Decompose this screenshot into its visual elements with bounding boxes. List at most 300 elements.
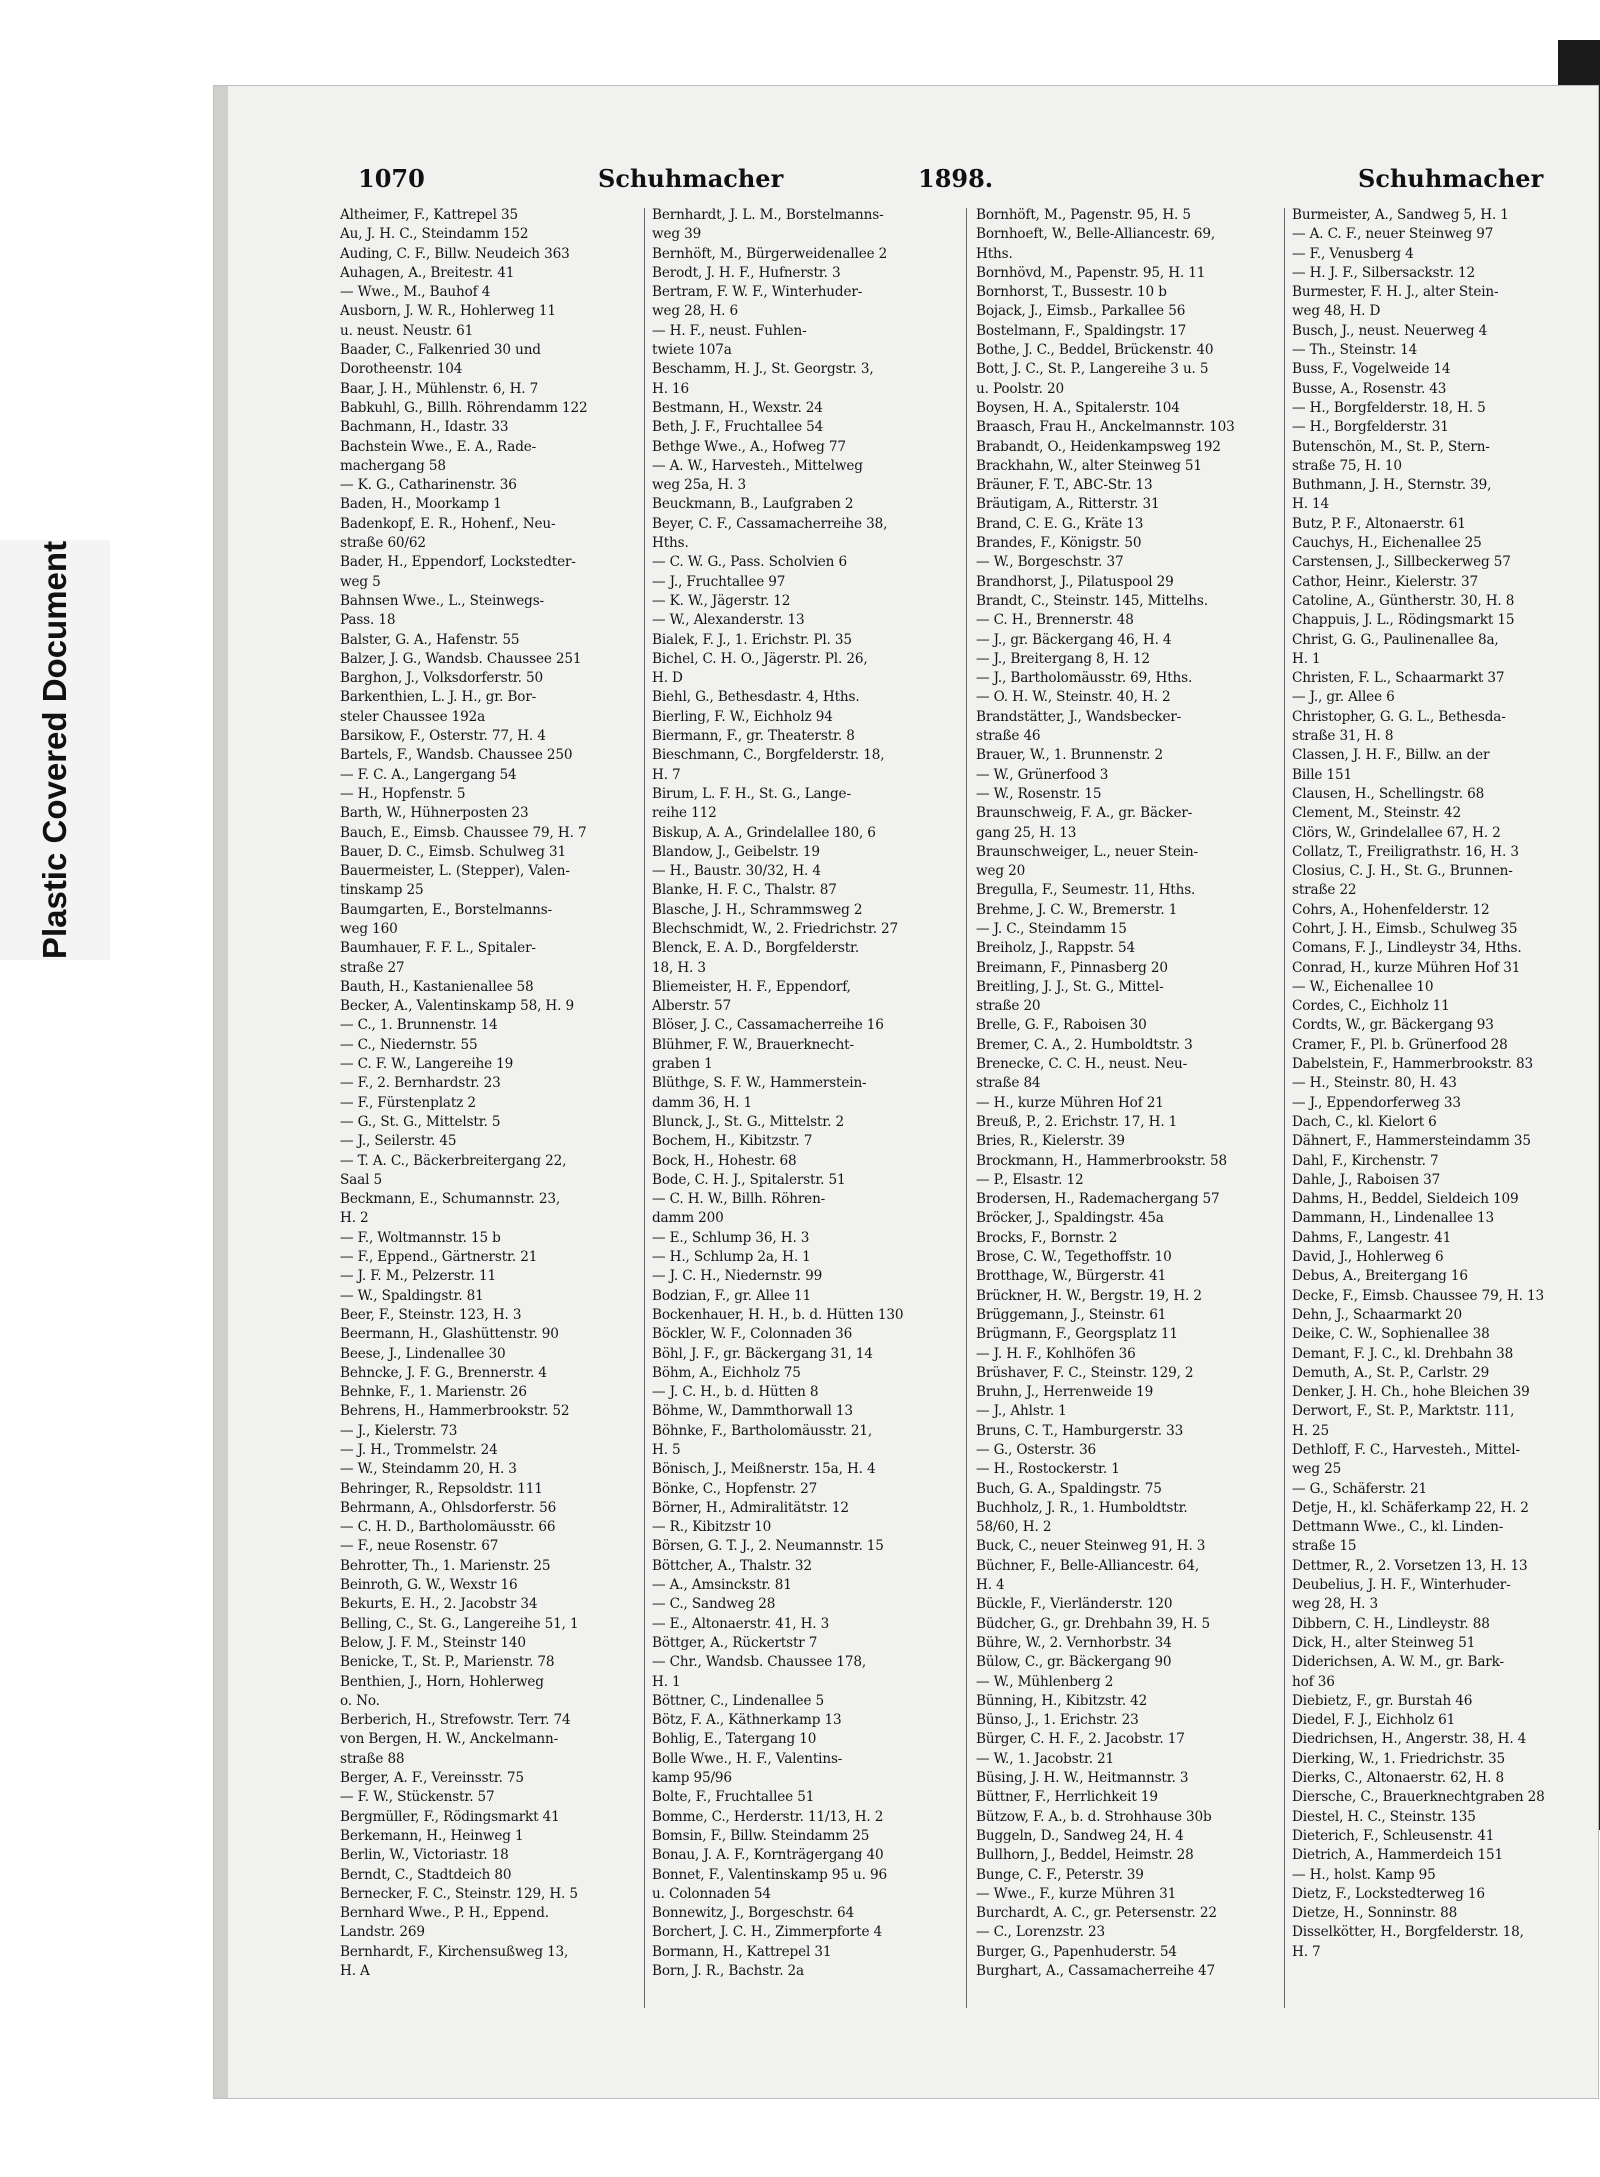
directory-entry: straße 46 <box>976 728 1041 745</box>
directory-entry: Bock, H., Hohestr. 68 <box>652 1152 797 1169</box>
directory-entry: Bostelmann, F., Spaldingstr. 17 <box>976 322 1187 339</box>
directory-entry: — W., 1. Jacobstr. 21 <box>976 1750 1115 1767</box>
directory-entry: weg 25a, H. 3 <box>652 477 746 494</box>
directory-entry: H. D <box>652 670 683 687</box>
directory-entry: Brandes, F., Königstr. 50 <box>976 535 1142 552</box>
directory-entry: Bonnewitz, J., Borgeschstr. 64 <box>652 1905 854 1922</box>
directory-entry: Bühre, W., 2. Vernhorbstr. 34 <box>976 1634 1172 1651</box>
directory-entry: Berodt, J. H. F., Hufnerstr. 3 <box>652 264 841 281</box>
directory-entry: — C., 1. Brunnenstr. 14 <box>340 1017 498 1034</box>
directory-entry: Börsen, G. T. J., 2. Neumannstr. 15 <box>652 1538 884 1555</box>
directory-entry: Brauer, W., 1. Brunnenstr. 2 <box>976 747 1163 764</box>
directory-entry: Buthmann, J. H., Sternstr. 39, <box>1292 477 1492 494</box>
directory-entry: Auding, C. F., Billw. Neudeich 363 <box>340 245 570 262</box>
directory-entry: Breiholz, J., Rappstr. 54 <box>976 940 1136 957</box>
directory-entry: Blüthge, S. F. W., Hammerstein- <box>652 1075 867 1092</box>
directory-entry: Bremer, C. A., 2. Humboldtstr. 3 <box>976 1036 1193 1053</box>
directory-entry: Bialek, F. J., 1. Erichstr. Pl. 35 <box>652 631 852 648</box>
directory-entry: Hths. <box>652 535 689 552</box>
directory-entry: Brügmann, F., Georgsplatz 11 <box>976 1326 1178 1343</box>
directory-entry: Brand, C. E. G., Kräte 13 <box>976 515 1144 532</box>
directory-entry: straße 15 <box>1292 1538 1357 1555</box>
directory-entry: Brenecke, C. C. H., neust. Neu- <box>976 1056 1188 1073</box>
directory-entry: — J., Ahlstr. 1 <box>976 1403 1067 1420</box>
directory-entry: — K. W., Jägerstr. 12 <box>652 592 791 609</box>
directory-entry: Brackhahn, W., alter Steinweg 51 <box>976 457 1202 474</box>
directory-entry: Bierling, F. W., Eichholz 94 <box>652 708 833 725</box>
directory-entry: Bernhardt, F., Kirchensußweg 13, <box>340 1943 569 1960</box>
directory-entry: Dabelstein, F., Hammerbrookstr. 83 <box>1292 1056 1533 1073</box>
directory-entry: Biehl, G., Bethesdastr. 4, Hths. <box>652 689 860 706</box>
directory-entry: Baar, J. H., Mühlenstr. 6, H. 7 <box>340 380 539 397</box>
directory-entry: Bunge, C. F., Peterstr. 39 <box>976 1866 1144 1883</box>
directory-entry: weg 160 <box>340 920 398 937</box>
directory-entry: — G., Osterstr. 36 <box>976 1442 1097 1458</box>
directory-entry: Ausborn, J. W. R., Hohlerweg 11 <box>340 303 556 320</box>
directory-entry: Bomsin, F., Billw. Steindamm 25 <box>652 1827 870 1844</box>
directory-entry: Bernhöft, M., Bürgerweidenallee 2 <box>652 245 888 262</box>
directory-entry: — C. W. G., Pass. Scholvien 6 <box>652 554 847 571</box>
directory-entry: Böhnke, F., Bartholomäusstr. 21, <box>652 1422 873 1439</box>
directory-entry: 58/60, H. 2 <box>976 1519 1052 1536</box>
directory-entry: Berger, A. F., Vereinsstr. 75 <box>340 1770 524 1787</box>
directory-entry: Böttcher, A., Thalstr. 32 <box>652 1557 812 1574</box>
side-label-text: Plastic Covered Document <box>36 540 73 960</box>
directory-entry: Bahnsen Wwe., L., Steinwegs- <box>340 592 544 609</box>
directory-entry: H. 1 <box>652 1673 681 1690</box>
directory-entry: Blunck, J., St. G., Mittelstr. 2 <box>652 1113 844 1130</box>
directory-entry: — H., holst. Kamp 95 <box>1292 1866 1436 1883</box>
directory-entry: Berlin, W., Victoriastr. 18 <box>340 1847 509 1864</box>
directory-entry: Dorotheenstr. 104 <box>340 361 463 378</box>
directory-entry: — H., kurze Mühren Hof 21 <box>976 1094 1164 1111</box>
directory-entry: u. Colonnaden 54 <box>652 1885 771 1902</box>
directory-entry: Blandow, J., Geibelstr. 19 <box>652 843 820 860</box>
directory-entry: — A. W., Harvesteh., Mittelweg <box>652 457 863 474</box>
directory-entry: — H. J. F., Silbersackstr. 12 <box>1292 264 1475 281</box>
directory-entry: Barghon, J., Volksdorferstr. 50 <box>340 670 543 687</box>
directory-entry: Berndt, C., Stadtdeich 80 <box>340 1866 512 1883</box>
directory-entry: Bützow, F. A., b. d. Strohhause 30b <box>976 1808 1212 1825</box>
directory-entry: Decke, F., Eimsb. Chaussee 79, H. 13 <box>1292 1287 1544 1304</box>
column-divider <box>966 208 967 2008</box>
directory-entry: Biermann, F., gr. Theaterstr. 8 <box>652 728 855 745</box>
directory-entry: Barth, W., Hühnerposten 23 <box>340 805 529 822</box>
directory-entry: Brandt, C., Steinstr. 145, Mittelhs. <box>976 592 1208 609</box>
directory-entry: — C. H. D., Bartholomäusstr. 66 <box>340 1519 556 1536</box>
directory-entry: Bolte, F., Fruchtallee 51 <box>652 1789 815 1806</box>
directory-entry: Beyer, C. F., Cassamacherreihe 38, <box>652 515 888 532</box>
directory-entry: Buch, G. A., Spaldingstr. 75 <box>976 1480 1162 1497</box>
column-divider <box>1284 208 1285 2008</box>
directory-entry: Carstensen, J., Sillbeckerweg 57 <box>1292 554 1511 571</box>
directory-entry: Bader, H., Eppendorf, Lockstedter- <box>340 554 576 571</box>
directory-entry: Breuß, P., 2. Erichstr. 17, H. 1 <box>976 1113 1178 1130</box>
directory-entry: weg 48, H. D <box>1292 303 1381 320</box>
directory-entry: Bornhoeft, W., Belle-Alliancestr. 69, <box>976 226 1216 243</box>
directory-entry: — C., Lorenzstr. 23 <box>976 1924 1105 1941</box>
directory-entry: Behnke, F., 1. Marienstr. 26 <box>340 1384 527 1401</box>
directory-entry: Clörs, W., Grindelallee 67, H. 2 <box>1292 824 1501 841</box>
directory-entry: Beese, J., Lindenallee 30 <box>340 1345 506 1362</box>
directory-entry: Bochem, H., Kibitzstr. 7 <box>652 1133 813 1150</box>
directory-entry: Bolle Wwe., H. F., Valentins- <box>652 1750 843 1767</box>
directory-entry: Bonau, J. A. F., Kornträgergang 40 <box>652 1847 884 1864</box>
directory-entry: Disselkötter, H., Borgfelderstr. 18, <box>1292 1924 1524 1941</box>
directory-entry: Bornhorst, T., Bussestr. 10 b <box>976 284 1167 301</box>
directory-entry: straße 20 <box>976 998 1041 1015</box>
directory-entry: — W., Alexanderstr. 13 <box>652 612 805 629</box>
directory-entry: Cordes, C., Eichholz 11 <box>1292 998 1450 1015</box>
directory-entry: Diersche, C., Brauerknechtgraben 28 <box>1292 1789 1545 1806</box>
directory-entry: Bauch, E., Eimsb. Chaussee 79, H. 7 <box>340 824 587 841</box>
directory-entry: Bott, J. C., St. P., Langereihe 3 u. 5 <box>976 361 1209 378</box>
directory-entry: Brehme, J. C. W., Bremerstr. 1 <box>976 901 1178 918</box>
directory-entry: Hths. <box>976 245 1013 262</box>
directory-entry: Dierks, C., Altonaerstr. 62, H. 8 <box>1292 1770 1504 1787</box>
directory-entry: — E., Schlump 36, H. 3 <box>652 1229 810 1246</box>
directory-entry: Bernecker, F. C., Steinstr. 129, H. 5 <box>340 1885 578 1902</box>
directory-entry: Behringer, R., Repsoldstr. 111 <box>340 1480 543 1497</box>
directory-entry: — C. H. W., Billh. Röhren- <box>652 1191 826 1208</box>
directory-entry: Clement, M., Steinstr. 42 <box>1292 805 1462 822</box>
directory-entry: hof 36 <box>1292 1673 1335 1690</box>
directory-entry: Burger, G., Papenhuderstr. 54 <box>976 1943 1177 1960</box>
directory-entry: Bauer, D. C., Eimsb. Schulweg 31 <box>340 843 566 860</box>
directory-entry: Benthien, J., Horn, Hohlerweg <box>340 1673 544 1690</box>
directory-entry: Bille 151 <box>1292 766 1352 783</box>
directory-entry: Büttner, F., Herrlichkeit 19 <box>976 1789 1158 1806</box>
directory-entry: — H. F., neust. Fuhlen- <box>652 322 807 339</box>
directory-column-4 <box>1292 206 1596 1962</box>
directory-entry: H. 16 <box>652 380 690 397</box>
directory-entry: H. 4 <box>976 1577 1005 1594</box>
side-label-panel <box>0 540 110 960</box>
directory-entry: — J., Breitergang 8, H. 12 <box>976 650 1150 667</box>
directory-entry: Baden, H., Moorkamp 1 <box>340 496 502 513</box>
directory-entry: Burghart, A., Cassamacherreihe 47 <box>976 1963 1216 1980</box>
directory-entry: Bonnet, F., Valentinskamp 95 u. 96 <box>652 1866 887 1883</box>
directory-entry: damm 36, H. 1 <box>652 1094 753 1111</box>
directory-entry: Cathor, Heinr., Kielerstr. 37 <box>1292 573 1478 590</box>
directory-entry: — J., Eppendorferweg 33 <box>1292 1094 1461 1111</box>
directory-entry: — C. F. W., Langereihe 19 <box>340 1056 514 1073</box>
directory-entry: Buck, C., neuer Steinweg 91, H. 3 <box>976 1538 1206 1555</box>
directory-entry: Chappuis, J. L., Rödingsmarkt 15 <box>1292 612 1515 629</box>
directory-entry: Diedrichsen, H., Angerstr. 38, H. 4 <box>1292 1731 1527 1748</box>
directory-entry: Bernhard Wwe., P. H., Eppend. <box>340 1905 549 1922</box>
directory-entry: Detje, H., kl. Schäferkamp 22, H. 2 <box>1292 1499 1529 1516</box>
header-left-title: Schuhmacher <box>598 164 784 193</box>
directory-entry: Brabandt, O., Heidenkampsweg 192 <box>976 438 1221 455</box>
directory-entry: Bauth, H., Kastanienallee 58 <box>340 978 534 995</box>
directory-entry: Catoline, A., Güntherstr. 30, H. 8 <box>1292 592 1515 609</box>
directory-entry: Conrad, H., kurze Mühren Hof 31 <box>1292 959 1521 976</box>
directory-entry: Birum, L. F. H., St. G., Lange- <box>652 785 851 802</box>
directory-entry: Christopher, G. G. L., Bethesda- <box>1292 708 1506 725</box>
directory-entry: Bachmann, H., Idastr. 33 <box>340 419 509 436</box>
directory-entry: Buggeln, D., Sandweg 24, H. 4 <box>976 1827 1184 1844</box>
directory-entry: Berkemann, H., Heinweg 1 <box>340 1827 524 1844</box>
directory-entry: Brüggemann, J., Steinstr. 61 <box>976 1306 1167 1323</box>
directory-entry: Butenschön, M., St. P., Stern- <box>1292 438 1490 455</box>
directory-entry: — H., Borgfelderstr. 31 <box>1292 419 1449 436</box>
directory-entry: Bothe, J. C., Beddel, Brückenstr. 40 <box>976 342 1214 359</box>
directory-entry: Beuckmann, B., Laufgraben 2 <box>652 496 854 513</box>
directory-entry: weg 39 <box>652 226 702 243</box>
directory-entry: — H., Borgfelderstr. 18, H. 5 <box>1292 399 1486 416</box>
directory-entry: Bröcker, J., Spaldingstr. 45a <box>976 1210 1164 1227</box>
directory-entry: Blöser, J. C., Cassamacherreihe 16 <box>652 1017 884 1034</box>
directory-entry: Brelle, G. F., Raboisen 30 <box>976 1017 1147 1034</box>
directory-entry: — E., Altonaerstr. 41, H. 3 <box>652 1615 830 1632</box>
directory-entry: Blechschmidt, W., 2. Friedrichstr. 27 <box>652 920 899 937</box>
directory-entry: Badenkopf, E. R., Hohenf., Neu- <box>340 515 556 532</box>
directory-entry: H. 25 <box>1292 1422 1330 1439</box>
directory-entry: reihe 112 <box>652 805 717 822</box>
directory-entry: Dietrich, A., Hammerdeich 151 <box>1292 1847 1504 1864</box>
directory-entry: Blühmer, F. W., Brauerknecht- <box>652 1036 854 1053</box>
directory-entry: — W., Mühlenberg 2 <box>976 1673 1114 1690</box>
directory-entry: Classen, J. H. F., Billw. an der <box>1292 747 1490 764</box>
directory-entry: Comans, F. J., Lindleystr 34, Hths. <box>1292 940 1522 957</box>
directory-entry: Dietze, H., Sonninstr. 88 <box>1292 1905 1458 1922</box>
directory-entry: Dieterich, F., Schleusenstr. 41 <box>1292 1827 1495 1844</box>
directory-entry: Dehn, J., Schaarmarkt 20 <box>1292 1306 1463 1323</box>
directory-entry: Becker, A., Valentinskamp 58, H. 9 <box>340 998 574 1015</box>
directory-entry: weg 28, H. 3 <box>1292 1596 1378 1613</box>
directory-entry: Berberich, H., Strefowstr. Terr. 74 <box>340 1712 571 1729</box>
directory-entry: — W., Steindamm 20, H. 3 <box>340 1461 517 1478</box>
directory-entry: u. neust. Neustr. 61 <box>340 322 474 339</box>
directory-entry: — J. F. M., Pelzerstr. 11 <box>340 1268 497 1285</box>
directory-entry: Dahms, H., Beddel, Sieldeich 109 <box>1292 1191 1519 1208</box>
directory-entry: Bünning, H., Kibitzstr. 42 <box>976 1692 1148 1709</box>
directory-entry: Baumgarten, E., Borstelmanns- <box>340 901 553 918</box>
directory-entry: Bräuner, F. T., ABC-Str. 13 <box>976 477 1153 494</box>
directory-entry: Babkuhl, G., Billh. Röhrendamm 122 <box>340 399 588 416</box>
directory-entry: Burchardt, A. C., gr. Petersenstr. 22 <box>976 1905 1217 1922</box>
directory-entry: Behrmann, A., Ohlsdorferstr. 56 <box>340 1499 557 1516</box>
directory-entry: Braasch, Frau H., Anckelmannstr. 103 <box>976 419 1235 436</box>
directory-entry: — K. G., Catharinenstr. 36 <box>340 477 517 494</box>
directory-entry: — C., Sandweg 28 <box>652 1596 776 1613</box>
directory-entry: Bückle, F., Vierländerstr. 120 <box>976 1596 1173 1613</box>
directory-entry: — A. C. F., neuer Steinweg 97 <box>1292 226 1494 243</box>
directory-entry: Borchert, J. C. H., Zimmerpforte 4 <box>652 1924 883 1941</box>
directory-entry: Bode, C. H. J., Spitalerstr. 51 <box>652 1171 846 1188</box>
directory-entry: H. 2 <box>340 1210 369 1227</box>
directory-entry: — F., Eppend., Gärtnerstr. 21 <box>340 1249 538 1266</box>
directory-entry: Bojack, J., Eimsb., Parkallee 56 <box>976 303 1186 320</box>
directory-entry: Benicke, T., St. P., Marienstr. 78 <box>340 1654 555 1671</box>
directory-entry: straße 31, H. 8 <box>1292 728 1394 745</box>
directory-entry: Buss, F., Vogelweide 14 <box>1292 361 1451 378</box>
directory-entry: — J. H., Trommelstr. 24 <box>340 1442 498 1458</box>
directory-entry: Beermann, H., Glashüttenstr. 90 <box>340 1326 559 1343</box>
directory-entry: — W., Grünerfood 3 <box>976 766 1109 783</box>
directory-entry: Behncke, J. F. G., Brennerstr. 4 <box>340 1364 547 1381</box>
directory-entry: — C., Niedernstr. 55 <box>340 1036 478 1053</box>
directory-entry: weg 25 <box>1292 1461 1342 1478</box>
directory-entry: — Th., Steinstr. 14 <box>1292 342 1418 359</box>
directory-entry: Behrotter, Th., 1. Marienstr. 25 <box>340 1557 551 1574</box>
directory-entry: Deike, C. W., Sophienallee 38 <box>1292 1326 1490 1343</box>
directory-entry: straße 60/62 <box>340 535 426 552</box>
directory-entry: Bomme, C., Herderstr. 11/13, H. 2 <box>652 1808 884 1825</box>
directory-entry: Diderichsen, A. W. M., gr. Bark- <box>1292 1654 1504 1671</box>
directory-entry: Breitling, J. J., St. G., Mittel- <box>976 978 1164 995</box>
directory-entry: Bauermeister, L. (Stepper), Valen- <box>340 863 570 880</box>
directory-entry: Bürger, C. H. F., 2. Jacobstr. 17 <box>976 1731 1185 1748</box>
directory-column-3 <box>976 206 1280 1981</box>
directory-entry: Beschamm, H. J., St. Georgstr. 3, <box>652 361 874 378</box>
directory-entry: Dick, H., alter Steinweg 51 <box>1292 1634 1476 1651</box>
directory-entry: Cohrs, A., Hohenfelderstr. 12 <box>1292 901 1490 918</box>
directory-entry: Dettmann Wwe., C., kl. Linden- <box>1292 1519 1504 1536</box>
directory-entry: — H., Rostockerstr. 1 <box>976 1461 1120 1478</box>
directory-entry: Dahle, J., Raboisen 37 <box>1292 1171 1441 1188</box>
header-year: 1898. <box>918 164 994 193</box>
directory-entry: o. No. <box>340 1692 380 1709</box>
directory-entry: Brose, C. W., Tegethoffstr. 10 <box>976 1249 1172 1266</box>
directory-entry: Alberstr. 57 <box>652 998 731 1015</box>
directory-entry: Butz, P. F., Altonaerstr. 61 <box>1292 515 1466 532</box>
directory-entry: Büdcher, G., gr. Drehbahn 39, H. 5 <box>976 1615 1211 1632</box>
directory-entry: Demant, F. J. C., kl. Drehbahn 38 <box>1292 1345 1514 1362</box>
directory-entry: — H., Steinstr. 80, H. 43 <box>1292 1075 1457 1092</box>
directory-entry: tinskamp 25 <box>340 882 424 899</box>
directory-entry: Biskup, A. A., Grindelallee 180, 6 <box>652 824 876 841</box>
directory-entry: Bertram, F. W. F., Winterhuder- <box>652 284 863 301</box>
directory-entry: Braunschweig, F. A., gr. Bäcker- <box>976 805 1193 822</box>
directory-entry: — F., Fürstenplatz 2 <box>340 1094 476 1111</box>
directory-entry: Bornhöft, M., Pagenstr. 95, H. 5 <box>976 207 1191 223</box>
directory-entry: Bries, R., Kielerstr. 39 <box>976 1133 1125 1150</box>
directory-entry: — C. H., Brennerstr. 48 <box>976 612 1134 629</box>
directory-entry: Böttner, C., Lindenallee 5 <box>652 1692 825 1709</box>
directory-entry: David, J., Hohlerweg 6 <box>1292 1249 1444 1266</box>
directory-entry: Bieschmann, C., Borgfelderstr. 18, <box>652 747 885 764</box>
directory-entry: — J. H. F., Kohlhöfen 36 <box>976 1345 1136 1362</box>
directory-entry: Bartels, F., Wandsb. Chaussee 250 <box>340 747 573 764</box>
directory-entry: Behrens, H., Hammerbrookstr. 52 <box>340 1403 570 1420</box>
directory-entry: Bönisch, J., Meißnerstr. 15a, H. 4 <box>652 1461 876 1478</box>
directory-entry: Dammann, H., Lindenallee 13 <box>1292 1210 1494 1227</box>
directory-entry: — F., 2. Bernhardstr. 23 <box>340 1075 501 1092</box>
directory-entry: H. A <box>340 1963 370 1980</box>
directory-entry: Bormann, H., Kattrepel 31 <box>652 1943 832 1960</box>
directory-entry: Collatz, T., Freiligrathstr. 16, H. 3 <box>1292 843 1519 860</box>
directory-entry: Busse, A., Rosenstr. 43 <box>1292 380 1447 397</box>
directory-entry: Closius, C. J. H., St. G., Brunnen- <box>1292 863 1513 880</box>
directory-entry: — T. A. C., Bäckerbreitergang 22, <box>340 1152 567 1169</box>
directory-entry: — J., gr. Allee 6 <box>1292 689 1395 706</box>
directory-entry: — P., Elsastr. 12 <box>976 1171 1084 1188</box>
directory-entry: H. 1 <box>1292 650 1321 667</box>
directory-entry: — W., Spaldingstr. 81 <box>340 1287 484 1304</box>
directory-entry: Cramer, F., Pl. b. Grünerfood 28 <box>1292 1036 1508 1053</box>
directory-entry: Böttger, A., Rückertstr 7 <box>652 1634 818 1651</box>
directory-entry: Dietz, F., Lockstedterweg 16 <box>1292 1885 1485 1902</box>
directory-entry: Brodersen, H., Rademachergang 57 <box>976 1191 1220 1208</box>
directory-entry: Bestmann, H., Wexstr. 24 <box>652 399 823 416</box>
directory-entry: Bönke, C., Hopfenstr. 27 <box>652 1480 818 1497</box>
directory-entry: Derwort, F., St. P., Marktstr. 111, <box>1292 1403 1515 1420</box>
directory-entry: — F. W., Stückenstr. 57 <box>340 1789 495 1806</box>
directory-entry: Denker, J. H. Ch., hohe Bleichen 39 <box>1292 1384 1530 1401</box>
directory-entry: — G., St. G., Mittelstr. 5 <box>340 1113 501 1130</box>
directory-entry: steler Chaussee 192a <box>340 708 486 725</box>
directory-entry: — A., Amsinckstr. 81 <box>652 1577 792 1594</box>
directory-entry: damm 200 <box>652 1210 724 1227</box>
directory-entry: Böhme, W., Dammthorwall 13 <box>652 1403 853 1420</box>
directory-entry: — G., Schäferstr. 21 <box>1292 1480 1427 1497</box>
directory-entry: Clausen, H., Schellingstr. 68 <box>1292 785 1485 802</box>
directory-entry: — J. C. H., Niedernstr. 99 <box>652 1268 823 1285</box>
directory-entry: straße 27 <box>340 959 405 976</box>
directory-entry: Bliemeister, H. F., Eppendorf, <box>652 978 851 995</box>
directory-entry: Christen, F. L., Schaarmarkt 37 <box>1292 670 1505 687</box>
directory-entry: Altheimer, F., Kattrepel 35 <box>340 207 519 223</box>
directory-entry: — O. H. W., Steinstr. 40, H. 2 <box>976 689 1171 706</box>
directory-entry: Börner, H., Admiralitätstr. 12 <box>652 1499 849 1516</box>
directory-entry: Bodzian, F., gr. Allee 11 <box>652 1287 811 1304</box>
directory-entry: Dethloff, F. C., Harvesteh., Mittel- <box>1292 1442 1520 1458</box>
directory-entry: Beinroth, G. W., Wexstr 16 <box>340 1577 518 1594</box>
directory-entry: — F., Woltmannstr. 15 b <box>340 1229 501 1246</box>
directory-entry: Deubelius, J. H. F., Winterhuder- <box>1292 1577 1511 1594</box>
directory-entry: Diedel, F. J., Eichholz 61 <box>1292 1712 1456 1729</box>
directory-entry: weg 28, H. 6 <box>652 303 738 320</box>
directory-entry: — W., Borgeschstr. 37 <box>976 554 1124 571</box>
directory-entry: Below, J. F. M., Steinstr 140 <box>340 1634 526 1651</box>
directory-entry: Burmeister, A., Sandweg 5, H. 1 <box>1292 207 1509 223</box>
directory-entry: — J., Kielerstr. 73 <box>340 1422 458 1439</box>
directory-entry: — J., Fruchtallee 97 <box>652 573 786 590</box>
directory-entry: — Wwe., M., Bauhof 4 <box>340 284 491 301</box>
directory-entry: graben 1 <box>652 1056 713 1073</box>
directory-entry: Bernhardt, J. L. M., Borstelmanns- <box>652 207 884 223</box>
directory-entry: Brandhorst, J., Pilatuspool 29 <box>976 573 1174 590</box>
directory-entry: H. 5 <box>652 1442 681 1458</box>
directory-entry: Pass. 18 <box>340 612 396 629</box>
directory-entry: Bräutigam, A., Ritterstr. 31 <box>976 496 1160 513</box>
directory-entry: Beer, F., Steinstr. 123, H. 3 <box>340 1306 522 1323</box>
directory-entry: Bohlig, E., Tatergang 10 <box>652 1731 817 1748</box>
directory-entry: Bockenhauer, H. H., b. d. Hütten 130 <box>652 1306 904 1323</box>
directory-entry: Auhagen, A., Breitestr. 41 <box>340 264 515 281</box>
directory-entry: Burmester, F. H. J., alter Stein- <box>1292 284 1499 301</box>
directory-entry: Bruhn, J., Herrenweide 19 <box>976 1384 1154 1401</box>
directory-entry: Beth, J. F., Fruchtallee 54 <box>652 419 824 436</box>
directory-entry: twiete 107a <box>652 342 732 359</box>
directory-entry: Büchner, F., Belle-Alliancestr. 64, <box>976 1557 1200 1574</box>
directory-entry: — R., Kibitzstr 10 <box>652 1519 772 1536</box>
directory-entry: straße 84 <box>976 1075 1041 1092</box>
directory-entry: Blasche, J. H., Schrammsweg 2 <box>652 901 863 918</box>
directory-entry: Bregulla, F., Seumestr. 11, Hths. <box>976 882 1196 899</box>
directory-entry: straße 22 <box>1292 882 1357 899</box>
directory-entry: von Bergen, H. W., Anckelmann- <box>340 1731 559 1748</box>
directory-entry: Bünso, J., 1. Erichstr. 23 <box>976 1712 1139 1729</box>
directory-entry: Baader, C., Falkenried 30 und <box>340 342 541 359</box>
directory-entry: H. 14 <box>1292 496 1330 513</box>
directory-entry: Bekurts, E. H., 2. Jacobstr 34 <box>340 1596 538 1613</box>
directory-entry: Bruns, C. T., Hamburgerstr. 33 <box>976 1422 1184 1439</box>
directory-entry: Brandstätter, J., Wandsbecker- <box>976 708 1182 725</box>
directory-entry: Christ, G. G., Paulinenallee 8a, <box>1292 631 1499 648</box>
